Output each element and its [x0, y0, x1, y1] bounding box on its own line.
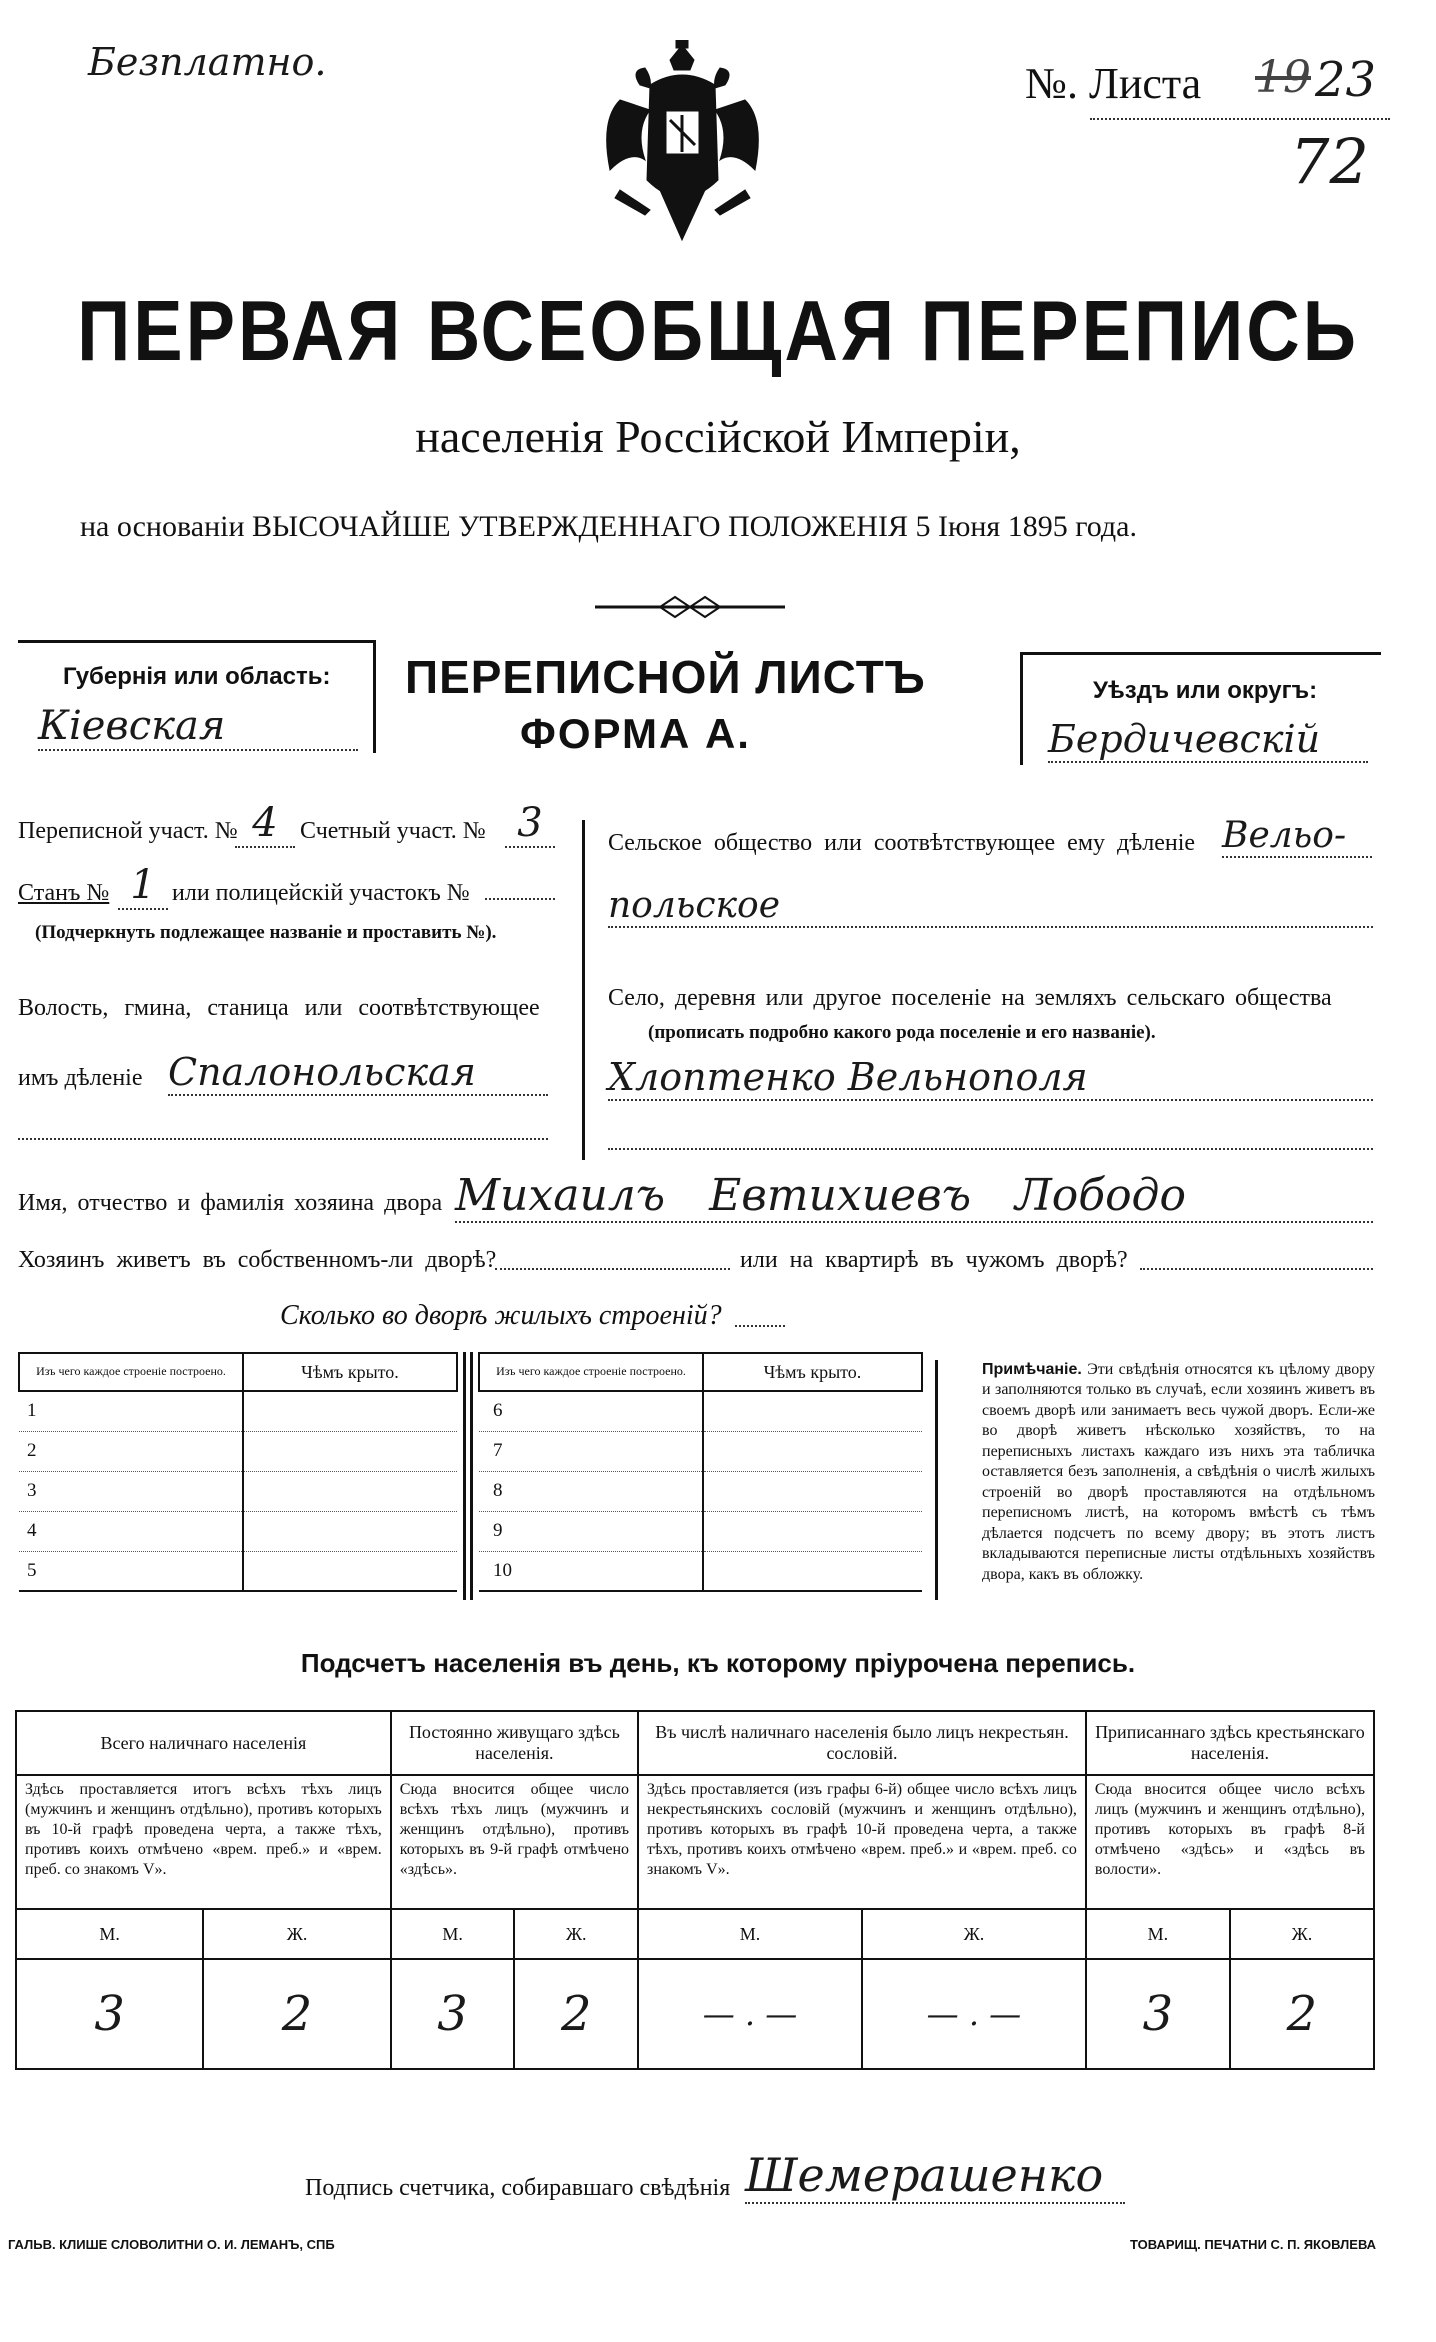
legal-basis: на основаніи ВЫСОЧАЙШЕ УТВЕРЖДЕННАГО ПОЛОЖЕНІЯ 5 Іюня 1895 года.	[80, 510, 1137, 543]
society-value-1: Вельо-	[1222, 815, 1372, 858]
police-label: или полицейскій участокъ №	[172, 880, 470, 906]
census-area-value: 4	[235, 800, 295, 848]
census-area-label: Переписной участ. №	[18, 818, 238, 844]
count-col-3-desc: Здѣсь проставляется (изъ графы 6-й) общее число всѣхъ лицъ некрестьянскихъ сословій (мужчинъ и женщинъ отдѣльно), противъ которыхъ въ графѣ 10-й проведена черта, а также тѣхъ, противъ коихъ отмѣчено «врем. преб.» и «врем. преб. со знакомъ V».	[638, 1775, 1086, 1909]
building-row-9: 9	[479, 1511, 703, 1551]
count-title: Подсчетъ населенія въ день, къ которому пріурочена перепись.	[300, 1648, 1136, 1678]
police-value-line	[485, 898, 555, 900]
building-row-10: 10	[479, 1551, 703, 1591]
building-row-1: 1	[19, 1391, 243, 1431]
building-row-4: 4	[19, 1511, 243, 1551]
province-label: Губернія или область:	[63, 663, 331, 690]
province-value: Кіевская	[38, 703, 358, 751]
footer-left: ГАЛЬВ. КЛИШЕ СЛОВОЛИТНИ О. И. ЛЕМАНЪ, СПБ	[8, 2237, 335, 2252]
district-label: Уѣздъ или округъ:	[1093, 677, 1318, 704]
stan-value: 1	[118, 862, 168, 910]
count-value-4-m: 3	[1086, 1959, 1230, 2069]
own-yard-label: Хозяинъ живетъ въ собственномъ-ли дворѣ?	[18, 1247, 497, 1273]
count-value-3-m: — . —	[638, 1959, 862, 2069]
building-row-7: 7	[479, 1431, 703, 1471]
ornament-divider	[590, 592, 790, 622]
count-value-1-m: 3	[16, 1959, 203, 2069]
count-m-label-1: М.	[16, 1909, 203, 1959]
count-f-label-2: Ж.	[514, 1909, 638, 1959]
note-text: Эти свѣдѣнія относятся къ цѣлому двору и заполняются только въ случаѣ, если хозяинъ живетъ въ своемъ дворѣ или занимаетъ весь чужой дворъ. Если-же во дворѣ живетъ нѣсколько хозяйствъ, то на переписныхъ листахъ каждаго изъ нихъ эта табличка оставляется безъ заполненія, а свѣдѣнія о числѣ жилыхъ строеній во дворѣ проставляются на отдѣльномъ переписномъ листѣ, на которомъ вмѣстѣ съ тѣмъ дѣлается подсчетъ по всему двору; въ этотъ листъ вкладываются переписные листы отдѣльныхъ хозяйствъ двора, какъ въ обложку.	[982, 1361, 1376, 1583]
count-m-label-4: М.	[1086, 1909, 1230, 1959]
stan-label: Станъ №	[18, 880, 110, 906]
signature-label: Подпись счетчика, собиравшаго свѣдѣнія	[305, 2175, 731, 2201]
building-row-8: 8	[479, 1471, 703, 1511]
owner-label: Имя, отчество и фамилія хозяина двора	[18, 1190, 443, 1216]
village-note: (прописать подробно какого рода поселеніе и его названіе).	[648, 1022, 1156, 1043]
count-col-3-head: Въ числѣ наличнаго населенія было лицъ некрестьян. сословій.	[638, 1711, 1086, 1775]
footer-right: ТОВАРИЩ. ПЕЧАТНИ С. П. ЯКОВЛЕВА	[1130, 2237, 1377, 2252]
count-col-2-head: Постоянно живущаго здѣсь населенія.	[391, 1711, 638, 1775]
sheet-number-extra: 72	[1290, 125, 1369, 198]
count-area-value: 3	[505, 800, 555, 848]
signature-value: Шемерашенко	[745, 2148, 1125, 2204]
count-f-label-1: Ж.	[203, 1909, 390, 1959]
count-value-1-f: 2	[203, 1959, 390, 2069]
col-material-2: Изъ чего каждое строеніе построено.	[479, 1353, 703, 1391]
society-label: Сельское общество или соотвѣтствующее ему дѣленіе	[608, 830, 1196, 856]
document-subtitle: населенія Россійской Имперіи,	[415, 411, 1021, 462]
document-title: ПЕРВАЯ ВСЕОБЩАЯ ПЕРЕПИСЬ	[77, 282, 1359, 379]
count-area-label: Счетный участ. №	[300, 818, 486, 844]
count-f-label-4: Ж.	[1230, 1909, 1374, 1959]
count-value-3-f: — . —	[862, 1959, 1086, 2069]
buildings-table-right	[478, 1352, 923, 1592]
rent-line	[1140, 1268, 1373, 1270]
note-block	[935, 1360, 1375, 1600]
count-col-4-head: Приписаннаго здѣсь крестьянскаго населенія.	[1086, 1711, 1374, 1775]
underline-note: (Подчеркнуть подлежащее названіе и проставить №).	[35, 922, 497, 943]
volost-value: Спалонольская	[168, 1050, 548, 1096]
volost-label-2: имъ дѣленіе	[18, 1065, 143, 1091]
district-value: Бердичевскій	[1048, 717, 1368, 763]
buildings-line	[735, 1325, 785, 1327]
count-value-4-f: 2	[1230, 1959, 1374, 2069]
own-yard-line	[495, 1268, 730, 1270]
count-col-1-head: Всего наличнаго населенія	[16, 1711, 391, 1775]
free-label: Безплатно.	[88, 40, 327, 84]
form-name: ПЕРЕПИСНОЙ ЛИСТЪ	[405, 651, 926, 703]
count-m-label-3: М.	[638, 1909, 862, 1959]
province-box	[18, 640, 376, 753]
col-material: Изъ чего каждое строеніе построено.	[19, 1353, 243, 1391]
sheet-number-struck: 19	[1255, 52, 1311, 103]
count-m-label-2: М.	[391, 1909, 515, 1959]
society-value-2: польское	[608, 885, 1373, 928]
volost-extra-line	[18, 1138, 548, 1140]
form-type: ФОРМА А.	[520, 710, 751, 757]
sheet-number-label: №. Листа	[1025, 59, 1202, 108]
sheet-number-value: 23	[1315, 52, 1377, 108]
col-roof-2: Чѣмъ крыто.	[703, 1353, 922, 1391]
col-roof: Чѣмъ крыто.	[243, 1353, 457, 1391]
count-col-2-desc: Сюда вносится общее число всѣхъ тѣхъ лицъ (мужчинъ и женщинъ отдѣльно), противъ которыхъ въ 9-й графѣ отмѣчено «здѣсь».	[391, 1775, 638, 1909]
volost-label-1: Волость, гмина, станица или соотвѣтствующее	[18, 995, 540, 1021]
village-value: Хлоптенко Вельнополя	[608, 1055, 1373, 1101]
population-count-table	[15, 1710, 1375, 2070]
buildings-table-left	[18, 1352, 458, 1592]
owner-value: Михаилъ Евтихиевъ Лободо	[455, 1170, 1373, 1223]
building-row-2: 2	[19, 1431, 243, 1471]
note-title: Примѣчаніе.	[982, 1361, 1082, 1378]
buildings-label: Сколько во дворѣ жилыхъ строеній?	[280, 1300, 722, 1331]
count-value-2-f: 2	[514, 1959, 638, 2069]
district-box	[1020, 652, 1381, 765]
rent-label: или на квартирѣ въ чужомъ дворѣ?	[740, 1247, 1128, 1273]
count-f-label-3: Ж.	[862, 1909, 1086, 1959]
count-col-4-desc: Сюда вносится общее число всѣхъ лицъ (мужчинъ и женщинъ отдѣльно), противъ которыхъ въ графѣ 8-й отмѣчено «здѣсь» и «здѣсь въ волости».	[1086, 1775, 1374, 1909]
count-col-1-desc: Здѣсь проставляется итогъ всѣхъ тѣхъ лицъ (мужчинъ и женщинъ отдѣльно), противъ которыхъ въ 10-й графѣ проведена черта, а также тѣхъ, противъ коихъ отмѣчено «врем. преб.» и «врем. преб. со знакомъ V».	[16, 1775, 391, 1909]
village-extra-line	[608, 1148, 1373, 1150]
building-row-5: 5	[19, 1551, 243, 1591]
building-row-3: 3	[19, 1471, 243, 1511]
village-label: Село, деревня или другое поселеніе на земляхъ сельскаго общества	[608, 985, 1332, 1011]
building-row-6: 6	[479, 1391, 703, 1431]
count-value-2-m: 3	[391, 1959, 515, 2069]
imperial-eagle-emblem	[590, 40, 775, 250]
